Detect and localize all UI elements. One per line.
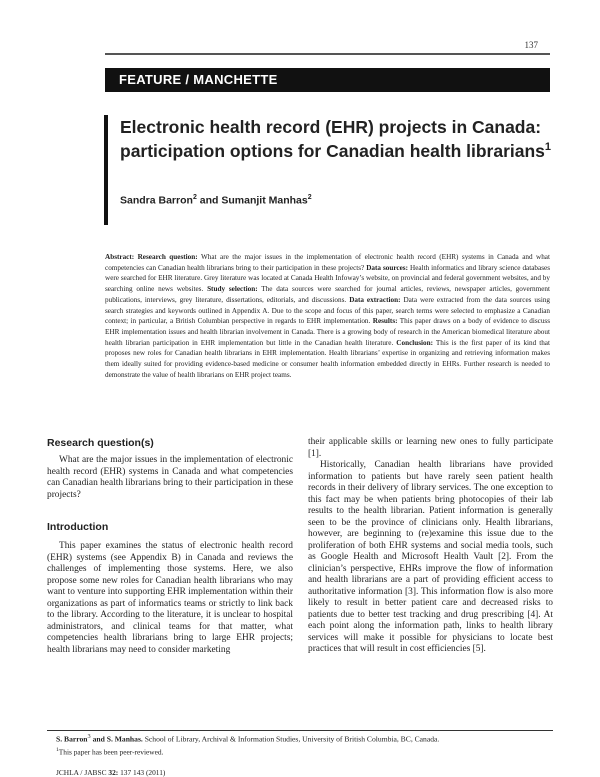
- affiliation-text: School of Library, Archival & Information Studies, University of British Columbia, BC, Canada.: [142, 734, 440, 744]
- research-question-paragraph: What are the major issues in the implementation of electronic health record (EHR) systems in Canada and what competencies can Canadian health librarians bring to their participation in these projects?: [47, 455, 294, 500]
- top-rule: [105, 53, 550, 55]
- author-and: and: [196, 194, 222, 207]
- right-paragraph-2: Historically, Canadian health librarians have provided information to patients but have rarely seen patient health records in their delivery of library services. The one exception to this fact may be when patients bring photocopies of their lab results to the health librarian. Patient information is generally seen to be the province of clinicians only. Health librarians, however, are beginning to (re)examine this issue due to the proliferation of both EHR systems and social media tools, such as Google Health and Microsoft Health Vault [2]. From the clinician’s perspective, EHRs improve the flow of information and health librarians are a part of providing efficient access to authoritative information [3]. This information flow is also more likely to result in better patient care and decreased risks to patients due to better test tracking and drug prescribing [4]. At each point along the information path, links to health library services will make it possible for physicians to locate best practices that will result in cost efficiencies [5].: [308, 460, 553, 654]
- introduction-section: [47, 541, 293, 656]
- section-banner: FEATURE / MANCHETTE: [105, 68, 550, 92]
- journal-pages: 137 143 (2011): [118, 768, 166, 777]
- footnote-1-mark: 1: [56, 747, 59, 753]
- author-1: Sandra Barron: [120, 194, 193, 207]
- affiliation-mark: 3: [87, 733, 91, 740]
- introduction-paragraph: This paper examines the status of electronic health record (EHR) systems (see Appendix B) in Canada and reviews the challenges of implementing those systems. Here, we also propose some new roles for Canadian health librarians who may want to venture into supporting EHR implementation within their organizations as part of informatics teams or strictly to link back to the library. According to the literature, it is unclear to hospital administrators, and clinical teams for that matter, what competencies health librarians bring to large EHR projects; health librarians may need to consider marketing: [47, 541, 293, 655]
- author-2: Sumanjit Manhas: [221, 194, 308, 207]
- abstract-ds-label: Data sources:: [366, 263, 409, 272]
- article-title-text: Electronic health record (EHR) projects in Canada: participation options for Canadian health librarians: [120, 117, 545, 161]
- abstract-de-label: Data extraction:: [349, 295, 401, 304]
- author-2-mark: 2: [307, 194, 312, 201]
- abstract-ss-text: The data sources were searched for journal articles, reviews, newspaper articles, government publications, interviews, grey literature, dissertations, editorials, and discussions.: [105, 285, 551, 304]
- journal-name: JCHLA / JABSC: [56, 768, 109, 777]
- footnote-rule: [47, 730, 553, 731]
- right-paragraph-1: their applicable skills or learning new ones to fully participate [1].: [308, 437, 553, 459]
- abstract-results-text: This paper draws on a body of evidence to discuss EHR implementation issues and health librarian involvement in Canada. There is a growing body of research in the American biomedical literature about health librarian participation in EHR implementation but little in the Canadian health literature.: [105, 317, 551, 347]
- abstract-conclusion-text: This is the first paper of its kind that proposes new roles for Canadian health librarians in EHR implementation. Health librarians’ expertise in organizing and retrieving information makes them ideally suited for providing evidence-based medicine or consumer health information embedded directly in EHRs. Further research is needed to demonstrate the value of health librarians on EHR project teams.: [105, 338, 550, 379]
- abstract-results-label: Results:: [372, 317, 398, 326]
- research-question-section: [47, 455, 293, 501]
- journal-volume: 32:: [108, 768, 119, 777]
- abstract-rq-label: Research question:: [137, 253, 198, 261]
- affiliation-names: S. Barron: [56, 734, 88, 744]
- article-title: [120, 117, 560, 161]
- abstract-label: Abstract:: [105, 253, 135, 261]
- footnote-1-text: This paper has been peer-reviewed.: [58, 747, 164, 757]
- abstract-ds-text: Health informatics and library science databases were searched for EHR literature. Grey literature was located at Canada Health Infoway’s website, on provincial and federal government websites, and by searching online news websites.: [105, 263, 551, 294]
- title-footnote-mark: 1: [544, 141, 552, 153]
- abstract-conclusion-label: Conclusion:: [396, 338, 434, 347]
- abstract-rq-text: What are the major issues in the implementation of electronic health record (EHR) systems in Canada and what competencies can Canadian health librarians bring to their participation in these projects?: [105, 253, 550, 272]
- footnotes: [56, 746, 163, 757]
- introduction-heading: Introduction: [47, 521, 109, 533]
- affiliation: [56, 733, 439, 744]
- research-question-heading: Research question(s): [47, 437, 154, 449]
- abstract-ss-label: Study selection:: [207, 285, 258, 294]
- authors: [120, 194, 312, 207]
- abstract: [105, 252, 550, 380]
- affiliation-and: and S. Manhas.: [90, 734, 143, 744]
- author-1-mark: 2: [192, 194, 197, 201]
- page-number: 137: [524, 40, 538, 50]
- abstract-de-text: Data were extracted from the data sources using search strategies and keywords outlined in Appendix A. Due to the scope and focus of this paper, search terms were selected to emphasize a Canadian context; in particular, a British Columbian perspective in regards to EHR implementation.: [105, 295, 551, 326]
- footnote-1: [56, 746, 163, 757]
- right-column: [308, 437, 553, 656]
- title-side-bar: [104, 115, 108, 225]
